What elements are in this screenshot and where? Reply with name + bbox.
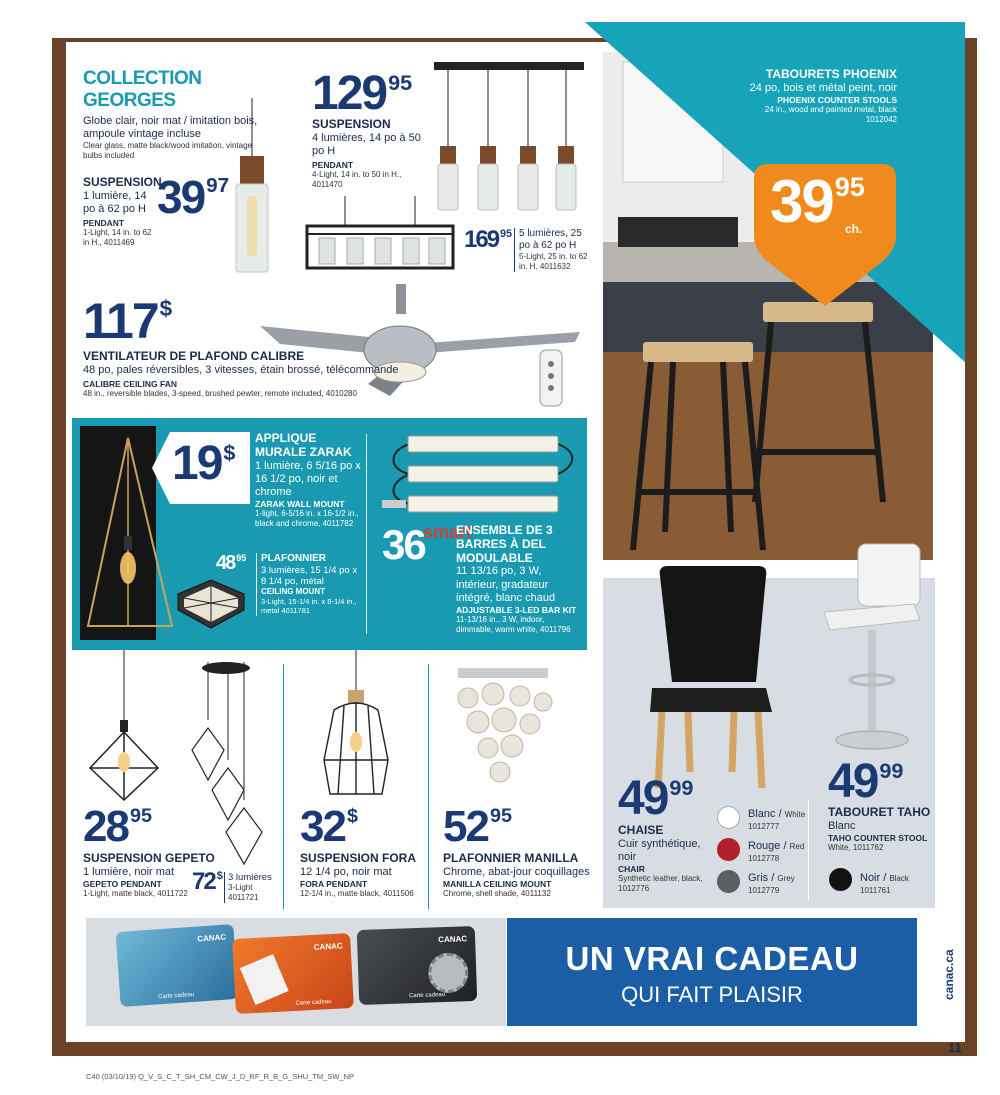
fora-info bbox=[300, 852, 425, 899]
pendant5-en: 5-Light, 25 in. to 62 in. H. 4011632 bbox=[519, 252, 588, 271]
gift-card-1-caption: Carte cadeau bbox=[157, 991, 195, 1001]
swatch-grey[interactable] bbox=[717, 870, 740, 893]
stools-info bbox=[735, 68, 897, 125]
color-white-fr: Blanc bbox=[748, 808, 776, 820]
pendant1-en-title: PENDANT bbox=[83, 218, 125, 229]
collection-title: COLLECTION GEORGES bbox=[83, 68, 202, 111]
chair-image bbox=[648, 562, 778, 792]
led-bar-image bbox=[378, 430, 578, 530]
taho-price: $49^{99}$ bbox=[828, 755, 904, 808]
collection-desc-en: Clear glass, matte black/wood imitation, vintage bulbs included bbox=[83, 141, 252, 161]
fora-price: 32 $ bbox=[300, 802, 358, 851]
taho-info bbox=[828, 806, 933, 853]
chaise-fr: Cuir synthétique, noir bbox=[618, 837, 701, 863]
gepeto-alt-price: 72 $ bbox=[192, 868, 223, 895]
color-black-sku: 1011761 bbox=[860, 886, 891, 895]
manilla-fr: Chrome, abat-jour coquillages bbox=[443, 865, 590, 878]
color-grey-en: Grey bbox=[777, 874, 795, 883]
taho-en: White, 1011762 bbox=[828, 843, 884, 853]
pendant5-price: 169 $^{95}$ bbox=[464, 226, 513, 253]
pendant1-price: $39^{97}$ bbox=[157, 171, 230, 223]
manilla-info bbox=[443, 852, 593, 899]
divider-1 bbox=[283, 664, 284, 909]
ledbar-title: ENSEMBLE DE 3 BARRES À DEL MODULABLE bbox=[456, 523, 553, 565]
pendant5-info bbox=[514, 228, 594, 272]
color-grey-fr: Gris bbox=[748, 872, 769, 884]
fan-price: 117$ bbox=[83, 293, 173, 349]
flush-price: 48 $^{95}$ bbox=[216, 552, 247, 574]
gepeto-alt-info bbox=[224, 872, 272, 903]
divider-2 bbox=[428, 664, 429, 909]
teal-divider bbox=[366, 434, 367, 634]
fan-fr: 48 po, pales réversibles, 3 vitesses, étain brossé, télécommande bbox=[83, 363, 399, 376]
gift-card-2-caption: Carte cadeau bbox=[295, 999, 332, 1007]
banner-line2: QUI FAIT PLAISIR bbox=[621, 982, 803, 1007]
taho-en-title: TAHO COUNTER STOOL bbox=[828, 832, 928, 843]
chaise-en-title: CHAIR bbox=[618, 864, 645, 875]
stools-price-unit: ch. bbox=[845, 222, 863, 236]
fan-en: 48 in., reversible blades, 3-speed, brushed pewter, remote included, 4010280 bbox=[83, 389, 357, 399]
gepeto-alt-sku: 4011721 bbox=[228, 893, 259, 903]
ledbar-en: 11-13/16 in., 3 W, indoor, dimmable, warm white, 4011796 bbox=[456, 615, 571, 635]
color-black-fr: Noir bbox=[860, 872, 881, 884]
zarak-en-title: ZARAK WALL MOUNT bbox=[255, 499, 345, 510]
gepeto-title: SUSPENSION GEPETO bbox=[83, 851, 215, 865]
footer-code: C40 (03/10/19) Q_V_S_C_T_SH_CM_CW_J_D_RF_R_B_G_SHU_TM_SW_NP bbox=[86, 1072, 355, 1081]
fan-en-title: CALIBRE CEILING FAN bbox=[83, 378, 177, 389]
chaise-title: CHAISE bbox=[618, 823, 664, 837]
color-white-info: Blanc / White 1012777 bbox=[748, 808, 806, 831]
chaise-en: Synthetic leather, black, 1012776 bbox=[618, 874, 703, 894]
color-black-info: Noir / Black 1011761 bbox=[860, 872, 909, 895]
gepeto-fr: 1 lumière, noir mat bbox=[83, 865, 175, 878]
chaise-price: $49^{99}$ bbox=[618, 772, 694, 825]
gepeto-en-title: GEPETO PENDANT bbox=[83, 878, 162, 889]
stools-fr: 24 po, bois et métal peint, noir bbox=[749, 81, 897, 94]
zarak-en: 1-light, 6-5/16 in. x 16-1/2 in., black and chrome, 4011782 bbox=[255, 509, 359, 529]
pendant1-fr: 1 lumière, 14 po à 62 po H bbox=[83, 189, 147, 215]
fora-image bbox=[316, 650, 396, 800]
pendant5-fr: 5 lumières, 25 po à 62 po H bbox=[519, 228, 582, 251]
gift-tag-icon bbox=[240, 954, 289, 1005]
chairs-divider bbox=[808, 800, 809, 900]
swatch-red[interactable] bbox=[717, 838, 740, 861]
ledbar-watermark: smart bbox=[423, 522, 473, 542]
page-number: 11 bbox=[948, 1040, 962, 1055]
taho-fr: Blanc bbox=[828, 819, 856, 832]
gift-card-1 bbox=[116, 924, 239, 1007]
site-url[interactable] bbox=[942, 978, 962, 1000]
flush-fr: 3 lumières, 15 1/4 po x 8 1/4 po, métal bbox=[261, 564, 358, 587]
flush-mount-image bbox=[172, 574, 250, 634]
gift-card-3-brand: CANAC bbox=[438, 934, 468, 945]
flush-en: 3-Light, 15-1/4 in. x 8-1/4 in., metal 4011781 bbox=[261, 596, 357, 616]
pendant5-image bbox=[305, 196, 455, 274]
manilla-en-title: MANILLA CEILING MOUNT bbox=[443, 878, 552, 889]
flush-title: PLAFONNIER bbox=[261, 553, 326, 564]
pendant4-en-title: PENDANT bbox=[312, 160, 354, 171]
stools-sku: 1012042 bbox=[865, 115, 897, 125]
flush-en-title: CEILING MOUNT bbox=[261, 587, 325, 597]
taho-stool-image bbox=[818, 540, 928, 760]
color-red-en: Red bbox=[789, 842, 805, 851]
manilla-title: PLAFONNIER MANILLA bbox=[443, 851, 579, 865]
gepeto-alt-title: 3 lumières bbox=[228, 872, 272, 883]
zarak-price: 19$ bbox=[172, 437, 236, 490]
color-red-info: Rouge / Red 1012778 bbox=[748, 840, 805, 863]
gepeto-en: 1-Light, matte black, 4011722 bbox=[83, 889, 188, 899]
manilla-price: 52 $^{95}$ bbox=[443, 802, 512, 851]
fora-en: 12-1/4 in., matte black, 4011506 bbox=[300, 889, 414, 899]
pendant1-en: 1-Light, 14 in. to 62 in H., 4011469 bbox=[83, 228, 152, 248]
pendant1-title: SUSPENSION bbox=[83, 175, 162, 189]
gift-card-2 bbox=[232, 933, 354, 1014]
pendant1-image bbox=[232, 98, 272, 274]
chaise-info bbox=[618, 824, 713, 894]
color-red-fr: Rouge bbox=[748, 840, 781, 852]
swatch-white[interactable] bbox=[717, 806, 740, 829]
banner-line1: UN VRAI CADEAU bbox=[565, 940, 859, 977]
pendant4-en: 4-Light, 14 in. to 50 in H., 4011470 bbox=[312, 170, 402, 190]
gift-card-1-brand: CANAC bbox=[196, 932, 227, 944]
pendant4-price: $129^{95}$ bbox=[312, 67, 413, 120]
gepeto-alt-en: 3-Light bbox=[228, 883, 253, 893]
fora-title: SUSPENSION FORA bbox=[300, 851, 417, 865]
zarak-fr: 1 lumière, 6 5/16 po x 16 1/2 po, noir et chrome bbox=[255, 459, 361, 498]
gepeto-price: 28 $^{95}$ bbox=[83, 802, 152, 851]
pendant4-fr: 4 lumières, 14 po à 50 po H bbox=[312, 131, 421, 157]
ledbar-en-title: ADJUSTABLE 3-LED BAR KIT bbox=[456, 604, 577, 615]
fan-info bbox=[83, 350, 523, 399]
color-white-sku: 1012777 bbox=[748, 822, 780, 831]
pendant4-image bbox=[430, 58, 590, 216]
remote-control-icon bbox=[538, 348, 564, 408]
zarak-title: APPLIQUE MURALE ZARAK bbox=[255, 431, 352, 459]
fora-en-title: FORA PENDANT bbox=[300, 878, 368, 889]
stools-price: $39^{95}$ bbox=[770, 168, 865, 235]
stools-en-title: PHOENIX COUNTER STOOLS bbox=[777, 94, 897, 105]
gift-card-banner[interactable] bbox=[507, 918, 917, 1026]
gift-cards-area bbox=[86, 918, 506, 1026]
gift-card-2-brand: CANAC bbox=[313, 941, 343, 952]
color-grey-info: Gris / Grey 1012779 bbox=[748, 872, 795, 895]
ledbar-info bbox=[456, 524, 581, 635]
taho-title: TABOURET TAHO bbox=[828, 805, 931, 819]
flush-info bbox=[256, 553, 361, 616]
collection-desc-fr: Globe clair, noir mat / imitation bois, ampoule vintage incluse bbox=[83, 115, 258, 141]
ledbar-fr: 11 13/16 po, 3 W, intérieur, gradateur intégré, blanc chaud bbox=[456, 565, 556, 604]
color-red-sku: 1012778 bbox=[748, 854, 780, 863]
pendant4-title: SUSPENSION bbox=[312, 117, 391, 131]
manilla-en: Chrome, shell shade, 4011132 bbox=[443, 889, 551, 899]
stools-title: TABOURETS PHOENIX bbox=[765, 67, 897, 81]
fan-title: VENTILATEUR DE PLAFOND CALIBRE bbox=[83, 349, 305, 363]
manilla-image bbox=[438, 668, 568, 798]
stools-en: 24 in., wood and painted metal, black bbox=[764, 105, 897, 115]
pendant1-info bbox=[83, 175, 162, 248]
ledbar-price: 36 bbox=[382, 521, 425, 568]
color-grey-sku: 1012779 bbox=[748, 886, 780, 895]
color-black-en: Black bbox=[889, 874, 909, 883]
gift-card-3-caption: Carte cadeau bbox=[408, 992, 446, 1000]
saw-blade-icon bbox=[428, 952, 469, 993]
swatch-black[interactable] bbox=[829, 868, 852, 891]
pendant4-info bbox=[312, 118, 432, 190]
fora-fr: 12 1/4 po, noir mat bbox=[300, 865, 392, 878]
gift-card-3 bbox=[357, 926, 478, 1005]
zarak-info bbox=[255, 432, 370, 529]
color-white-en: White bbox=[784, 810, 806, 819]
